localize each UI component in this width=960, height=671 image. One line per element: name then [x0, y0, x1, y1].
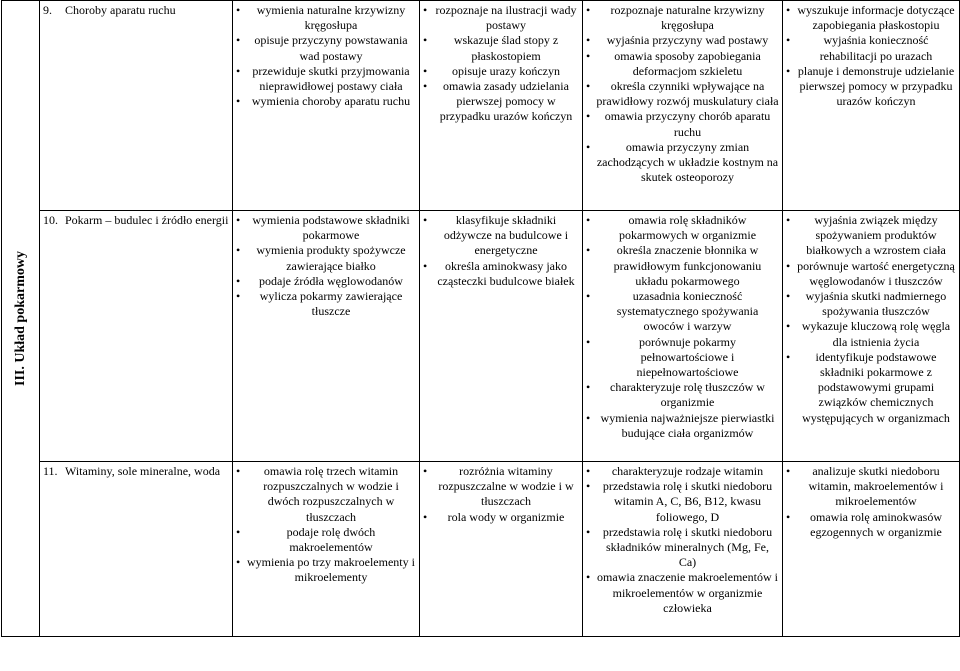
- topic-number: 11.: [43, 464, 58, 478]
- topic-cell: [40, 211, 233, 462]
- section-label-cell: [2, 1, 40, 637]
- table-row: [2, 1, 960, 211]
- list-item: • wyjaśnia związek między spożywaniem produktów białkowych a wzrostem ciała: [786, 213, 956, 259]
- requirements-basic: [233, 211, 420, 462]
- list-item: • rozpoznaje na ilustracji wady postawy: [423, 3, 579, 33]
- list-item: • przedstawia rolę i skutki niedoboru witamin A, C, B6, B12, kwasu foliowego, D: [586, 479, 779, 525]
- requirements-full: [783, 1, 960, 211]
- requirements-full: [783, 462, 960, 637]
- list-item: • wylicza pokarmy zawierające tłuszcze: [236, 289, 416, 319]
- requirements-extended: [420, 462, 583, 637]
- list-item: • określa aminokwasy jako cząsteczki budulcowe białek: [423, 259, 579, 289]
- table-row: [2, 462, 960, 637]
- list-item: • wymienia produkty spożywcze zawierające białko: [236, 243, 416, 273]
- list-item: • omawia znaczenie makroelementów i mikroelementów w organizmie człowieka: [586, 570, 779, 616]
- requirements-advanced: [583, 211, 783, 462]
- list-item: • przewiduje skutki przyjmowania nieprawidłowej postawy ciała: [236, 64, 416, 94]
- list-item: • omawia sposoby zapobiegania deformacjom szkieletu: [586, 49, 779, 79]
- topic-number: 10.: [43, 213, 58, 227]
- requirements-advanced: [583, 1, 783, 211]
- list-item: • identyfikuje podstawowe składniki pokarmowe z podstawowymi grupami związków chemicznych występujących w organizmach: [786, 350, 956, 426]
- list-item: • porównuje pokarmy pełnowartościowe i niepełnowartościowe: [586, 335, 779, 381]
- list-item: • opisuje urazy kończyn: [423, 64, 579, 79]
- list-item: • wymienia naturalne krzywizny kręgosłupa: [236, 3, 416, 33]
- topic-title: Witaminy, sole mineralne, woda: [65, 464, 221, 478]
- list-item: • rola wody w organizmie: [423, 510, 579, 525]
- list-item: • charakteryzuje rolę tłuszczów w organizmie: [586, 380, 779, 410]
- list-item: • wykazuje kluczową rolę węgla dla istnienia życia: [786, 319, 956, 349]
- topic-title: Choroby aparatu ruchu: [65, 3, 176, 17]
- list-item: • wyjaśnia skutki nadmiernego spożywania tłuszczów: [786, 289, 956, 319]
- topic-cell: [40, 462, 233, 637]
- table-row: [2, 211, 960, 462]
- requirements-basic: [233, 1, 420, 211]
- list-item: • wskazuje ślad stopy z płaskostopiem: [423, 33, 579, 63]
- list-item: • wyszukuje informacje dotyczące zapobiegania płaskostopiu: [786, 3, 956, 33]
- list-item: • omawia przyczyny zmian zachodzących w układzie kostnym na skutek osteoporozy: [586, 140, 779, 186]
- requirements-advanced: [583, 462, 783, 637]
- list-item: • rozpoznaje naturalne krzywizny kręgosłupa: [586, 3, 779, 33]
- list-item: • określa czynniki wpływające na prawidłowy rozwój muskulatury ciała: [586, 79, 779, 109]
- list-item: • opisuje przyczyny powstawania wad postawy: [236, 33, 416, 63]
- list-item: • określa znaczenie błonnika w prawidłowym funkcjonowaniu układu pokarmowego: [586, 243, 779, 289]
- list-item: • przedstawia rolę i skutki niedoboru składników mineralnych (Mg, Fe, Ca): [586, 525, 779, 571]
- list-item: • wymienia podstawowe składniki pokarmowe: [236, 213, 416, 243]
- requirements-basic: [233, 462, 420, 637]
- section-label: III. Układ pokarmowy: [12, 251, 28, 386]
- list-item: • porównuje wartość energetyczną węglowodanów i tłuszczów: [786, 259, 956, 289]
- list-item: • omawia rolę aminokwasów egzogennych w organizmie: [786, 510, 956, 540]
- list-item: • planuje i demonstruje udzielanie pierwszej pomocy w przypadku urazów kończyn: [786, 64, 956, 110]
- list-item: • wymienia choroby aparatu ruchu: [236, 94, 416, 109]
- list-item: • wymienia najważniejsze pierwiastki budujące ciała organizmów: [586, 411, 779, 441]
- topic-cell: [40, 1, 233, 211]
- requirements-full: [783, 211, 960, 462]
- requirements-extended: [420, 211, 583, 462]
- list-item: • analizuje skutki niedoboru witamin, makroelementów i mikroelementów: [786, 464, 956, 510]
- list-item: • klasyfikuje składniki odżywcze na budulcowe i energetyczne: [423, 213, 579, 259]
- list-item: • wyjaśnia przyczyny wad postawy: [586, 33, 779, 48]
- curriculum-table: [1, 0, 960, 637]
- requirements-extended: [420, 1, 583, 211]
- list-item: • omawia przyczyny chorób aparatu ruchu: [586, 109, 779, 139]
- topic-title: Pokarm – budulec i źródło energii: [65, 213, 229, 227]
- list-item: • uzasadnia konieczność systematycznego spożywania owoców i warzyw: [586, 289, 779, 335]
- topic-number: 9.: [43, 3, 52, 17]
- list-item: • omawia rolę trzech witamin rozpuszczalnych w wodzie i dwóch rozpuszczalnych w tłuszczach: [236, 464, 416, 525]
- list-item: • charakteryzuje rodzaje witamin: [586, 464, 779, 479]
- list-item: • podaje rolę dwóch makroelementów: [236, 525, 416, 555]
- list-item: • omawia zasady udzielania pierwszej pomocy w przypadku urazów kończyn: [423, 79, 579, 125]
- list-item: • omawia rolę składników pokarmowych w organizmie: [586, 213, 779, 243]
- list-item: • podaje źródła węglowodanów: [236, 274, 416, 289]
- list-item: • wyjaśnia konieczność rehabilitacji po urazach: [786, 33, 956, 63]
- list-item: • rozróżnia witaminy rozpuszczalne w wodzie i w tłuszczach: [423, 464, 579, 510]
- list-item: • wymienia po trzy makroelementy i mikroelementy: [236, 555, 416, 585]
